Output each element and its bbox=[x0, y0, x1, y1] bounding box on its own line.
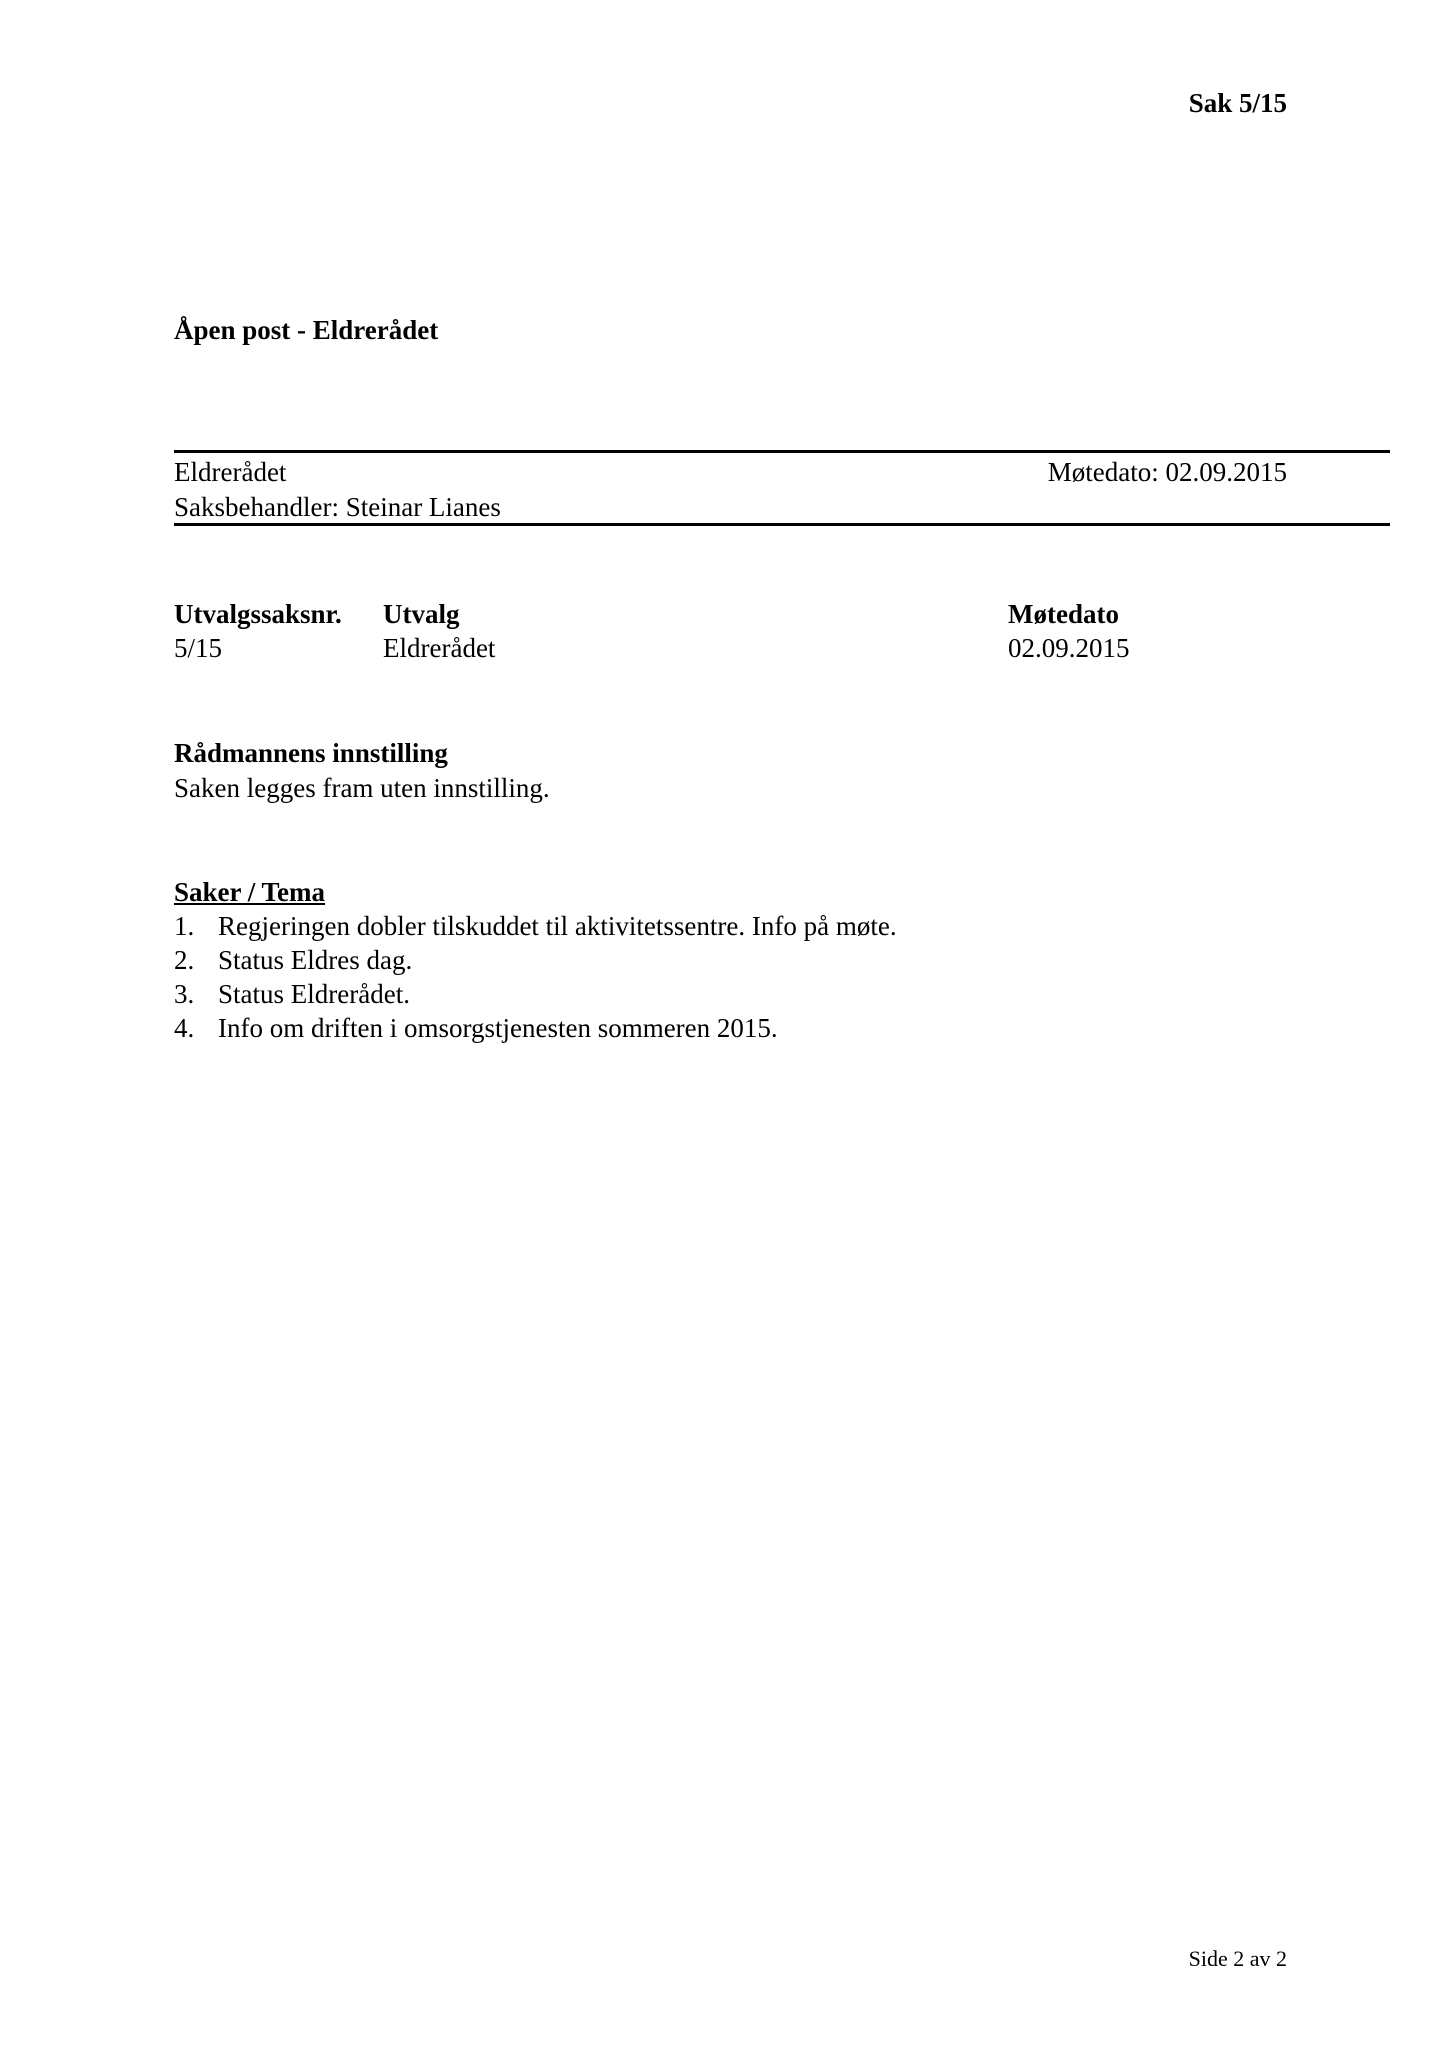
list-item bbox=[174, 943, 412, 977]
list-text: Info om driften i omsorgstjenesten sommeren 2015. bbox=[218, 1013, 778, 1043]
list-text: Status Eldrerådet. bbox=[218, 979, 410, 1009]
bottom-rule bbox=[174, 523, 1390, 526]
case-handler: Saksbehandler: Steinar Lianes bbox=[174, 492, 501, 522]
cell-committee: Eldrerådet bbox=[383, 633, 496, 663]
list-item bbox=[174, 1011, 778, 1045]
cell-case-number: 5/15 bbox=[174, 633, 223, 663]
list-number: 2. bbox=[174, 945, 195, 975]
list-item bbox=[174, 977, 410, 1011]
list-item bbox=[174, 909, 897, 943]
document-title: Åpen post - Eldrerådet bbox=[174, 315, 439, 345]
page-number: Side 2 av 2 bbox=[1188, 1946, 1287, 1971]
recommendation-text: Saken legges fram uten innstilling. bbox=[174, 773, 550, 803]
meeting-date: Møtedato: 02.09.2015 bbox=[1047, 457, 1287, 487]
top-rule bbox=[174, 450, 1390, 453]
recommendation-heading: Rådmannens innstilling bbox=[174, 738, 448, 768]
header-case-number: Utvalgssaksnr. bbox=[174, 599, 342, 629]
case-reference: Sak 5/15 bbox=[1188, 88, 1287, 118]
topics-heading: Saker / Tema bbox=[174, 877, 326, 907]
list-number: 1. bbox=[174, 911, 195, 941]
committee-name: Eldrerådet bbox=[174, 457, 287, 487]
header-committee: Utvalg bbox=[383, 599, 460, 629]
header-meeting-date: Møtedato bbox=[1008, 599, 1119, 629]
list-text: Status Eldres dag. bbox=[218, 945, 413, 975]
cell-meeting-date: 02.09.2015 bbox=[1008, 633, 1130, 663]
list-number: 4. bbox=[174, 1013, 195, 1043]
list-number: 3. bbox=[174, 979, 195, 1009]
list-text: Regjeringen dobler tilskuddet til aktivitetssentre. Info på møte. bbox=[218, 911, 897, 941]
